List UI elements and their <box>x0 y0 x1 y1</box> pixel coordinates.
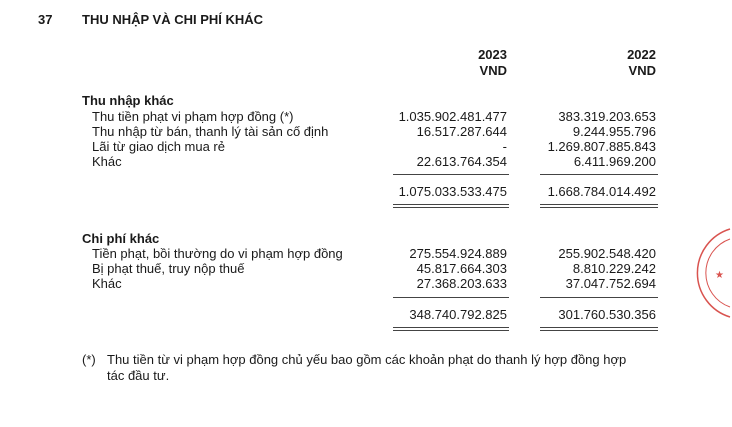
row-value-2022: 37.047.752.694 <box>565 276 656 291</box>
total-double-rule <box>540 330 658 331</box>
row-label: Tiền phạt, bồi thường do vi phạm hợp đồng <box>92 246 343 261</box>
total-double-rule <box>393 204 509 205</box>
row-label: Khác <box>92 276 122 291</box>
subtotal-rule <box>393 297 509 298</box>
income-total-2022: 1.668.784.014.492 <box>547 184 656 199</box>
column-unit-2023: VND <box>479 63 507 78</box>
expense-total-2023: 348.740.792.825 <box>409 307 507 322</box>
total-double-rule <box>540 327 658 328</box>
row-value-2022: 8.810.229.242 <box>572 261 656 276</box>
subtotal-rule <box>393 174 509 175</box>
column-unit-2022: VND <box>628 63 656 78</box>
row-value-2023: 22.613.764.354 <box>416 154 507 169</box>
row-value-2022: 1.269.807.885.843 <box>547 139 656 154</box>
footnote-line-2: tác đầu tư. <box>107 368 170 383</box>
subtotal-rule <box>540 174 658 175</box>
total-double-rule <box>393 207 509 208</box>
seal-arc <box>697 229 730 317</box>
footnote-line-1: Thu tiền từ vi phạm hợp đồng chủ yếu bao gồm các khoản phạt do thanh lý hợp đồng hợp <box>107 352 627 367</box>
footnote-marker: (*) <box>82 352 96 367</box>
subtotal-rule <box>540 297 658 298</box>
row-value-2022: 383.319.203.653 <box>558 109 656 124</box>
column-year-2023: 2023 <box>478 47 507 62</box>
income-total-2023: 1.075.033.533.475 <box>398 184 507 199</box>
row-value-2023: 1.035.902.481.477 <box>398 109 507 124</box>
expense-total-2022: 301.760.530.356 <box>558 307 656 322</box>
row-value-2022: 9.244.955.796 <box>572 124 656 139</box>
total-double-rule <box>540 207 658 208</box>
row-value-2023: - <box>502 139 507 154</box>
row-value-2023: 275.554.924.889 <box>409 246 507 261</box>
total-double-rule <box>393 330 509 331</box>
row-label: Khác <box>92 154 122 169</box>
row-label: Bị phạt thuế, truy nộp thuế <box>92 261 245 276</box>
row-value-2023: 45.817.664.303 <box>416 261 507 276</box>
row-value-2022: 255.902.548.420 <box>558 246 656 261</box>
seal-stamp-icon <box>682 225 732 320</box>
row-value-2022: 6.411.969.200 <box>573 154 656 169</box>
row-label: Lãi từ giao dịch mua rẻ <box>92 139 225 154</box>
expense-heading: Chi phí khác <box>82 231 160 246</box>
total-double-rule <box>393 327 509 328</box>
total-double-rule <box>540 204 658 205</box>
section-title: THU NHẬP VÀ CHI PHÍ KHÁC <box>82 12 264 27</box>
row-label: Thu nhập từ bán, thanh lý tài sản cố định <box>92 124 329 139</box>
column-year-2022: 2022 <box>627 47 656 62</box>
seal-star-icon: ★ <box>715 270 724 281</box>
section-number: 37 <box>38 12 53 27</box>
row-value-2023: 16.517.287.644 <box>416 124 507 139</box>
row-label: Thu tiền phạt vi phạm hợp đồng (*) <box>92 109 294 124</box>
row-value-2023: 27.368.203.633 <box>416 276 507 291</box>
income-heading: Thu nhập khác <box>82 93 174 108</box>
